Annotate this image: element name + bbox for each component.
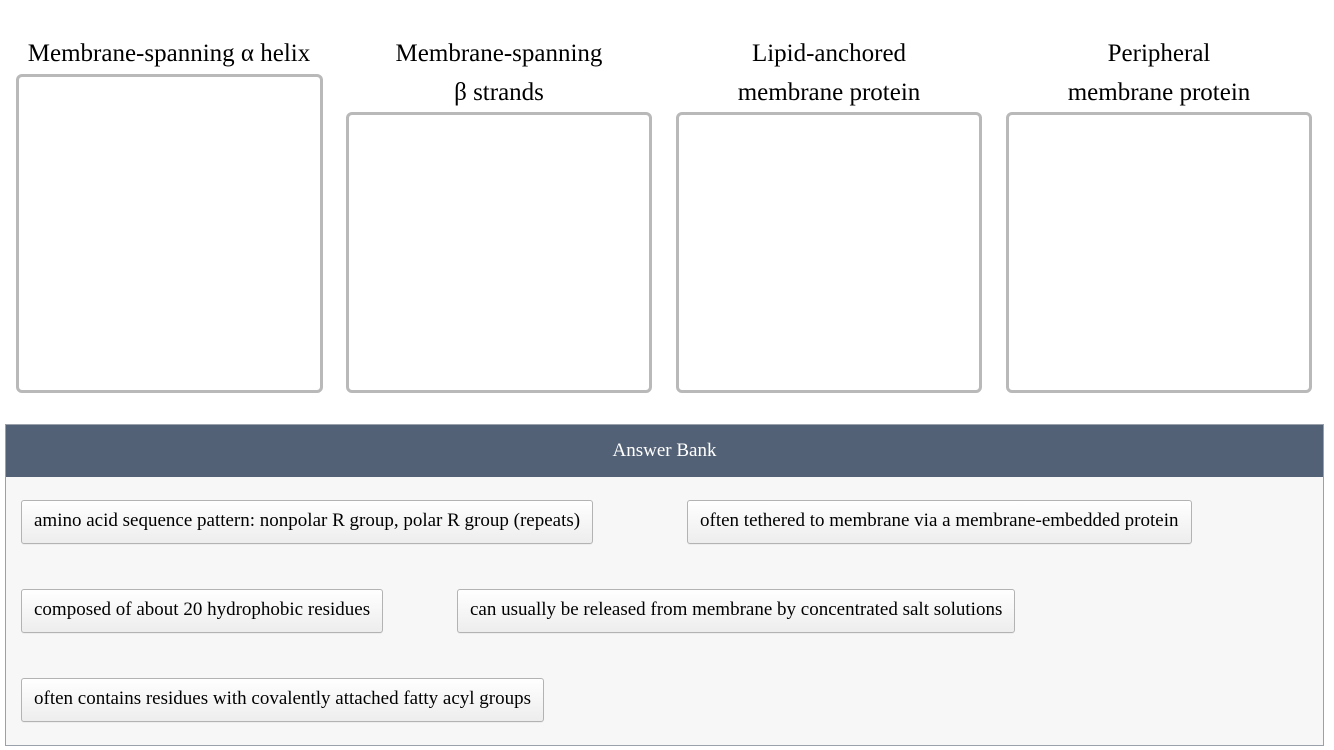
answer-chip[interactable]: can usually be released from membrane by concentrated salt solutions (457, 589, 1015, 633)
category-title: Membrane-spanning β strands (395, 40, 603, 106)
category-peripheral (1006, 34, 1312, 112)
category-title: Lipid-anchored membrane protein (737, 40, 921, 106)
drop-zone-alpha-helix[interactable] (16, 74, 323, 393)
category-alpha-helix (16, 34, 322, 73)
category-lipid-anchored (676, 34, 982, 112)
category-title: Peripheral membrane protein (1067, 40, 1251, 106)
answer-chip[interactable]: often tethered to membrane via a membrane-embedded protein (687, 500, 1192, 544)
category-title: Membrane-spanning α helix (27, 40, 311, 67)
answer-chip[interactable]: amino acid sequence pattern: nonpolar R group, polar R group (repeats) (21, 500, 593, 544)
drop-zone-beta-strands[interactable] (346, 112, 652, 393)
answer-chip[interactable]: composed of about 20 hydrophobic residues (21, 589, 383, 633)
answer-bank (5, 424, 1324, 746)
drop-zone-lipid-anchored[interactable] (676, 112, 982, 393)
drop-zone-peripheral[interactable] (1006, 112, 1312, 393)
category-beta-strands (346, 34, 652, 112)
answer-bank-title: Answer Bank (6, 425, 1323, 477)
answer-chip[interactable]: often contains residues with covalently attached fatty acyl groups (21, 678, 544, 722)
